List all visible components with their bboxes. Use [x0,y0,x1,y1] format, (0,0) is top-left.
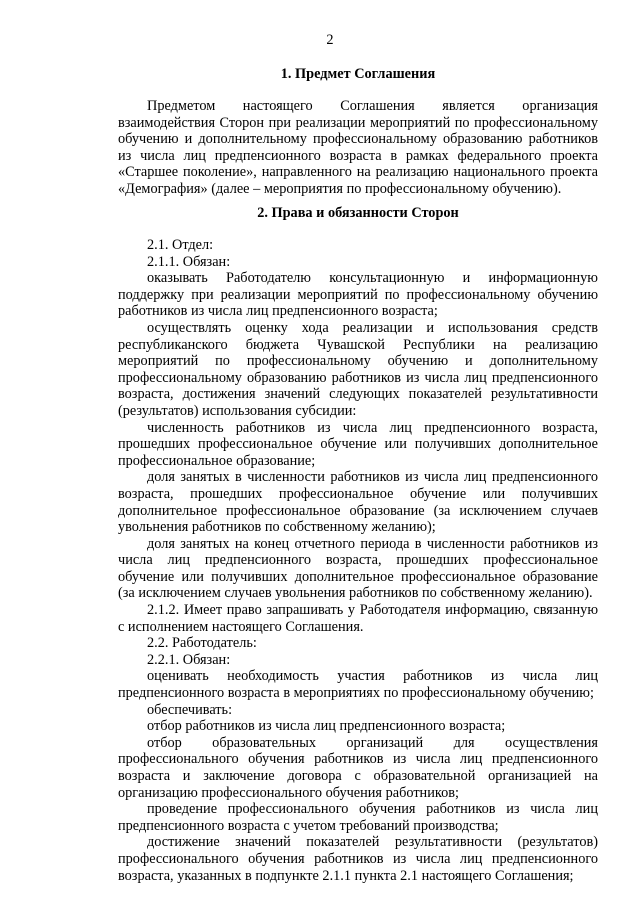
list-item-conduct-training: проведение профессионального обучения работников из числа лиц предпенсионного возраста с учетом требований производства; [118,801,598,834]
clause-2-1-2: 2.1.2. Имеет право запрашивать у Работодателя информацию, связанную с исполнением настоящего Соглашения. [118,602,598,635]
clause-2-2-1: 2.2.1. Обязан: [147,651,231,668]
list-item-assess-need: оценивать необходимость участия работников из числа лиц предпенсионного возраста в мероприятиях по профессиональному обучению; [118,668,598,702]
section-1-body [118,98,598,198]
list-item-ensure: обеспечивать: [147,701,233,718]
section-1-title: 1. Предмет Соглашения [280,66,436,82]
list-item-consulting: оказывать Работодателю консультационную и информационную поддержку при реализации мероприятий по профессиональному обучению работников из числа лиц предпенсионного возраста; [118,270,598,320]
clause-2-1: 2.1. Отдел: [147,237,214,253]
list-item-select-organizations: отбор образовательных организаций для осуществления профессионального обучения работников из числа лиц предпенсионного возраста и заключение договора с образовательной организацией на организацию профессионального обучения работников; [118,734,598,801]
list-item-achieve-indicators: достижение значений показателей результативности (результатов) профессионального обучения работников из числа лиц предпенсионного возраста, указанных в подпункте 2.1.1 пункта 2.1 настоящего Соглашения; [118,834,598,884]
section-2-body [118,237,598,884]
list-item-evaluation: осуществлять оценку хода реализации и использования средств республиканского бюджета Чувашской Республики на реализацию мероприятий по профессиональному обучению и дополнительному профессиональному образованию работников из числа лиц предпенсионного возраста, достижения значений следующих показателей результативности (результатов) использования субсидии: [118,319,598,419]
list-item-select-workers: отбор работников из числа лиц предпенсионного возраста; [147,718,506,735]
clause-2-2: 2.2. Работодатель: [147,635,257,652]
clause-2-1-1: 2.1.1. Обязан: [147,253,231,270]
indicator-share-end-period: доля занятых на конец отчетного периода в численности работников из числа лиц предпенсионного возраста, прошедших профессиональное обучение или получивших дополнительное профессиональное образование (за исключением случаев увольнения работников по собственному желанию). [118,535,598,602]
section-2-title: 2. Права и обязанности Сторон [257,205,459,221]
page-number: 2 [326,32,334,48]
indicator-share-employed: доля занятых в численности работников из числа лиц предпенсионного возраста, прошедших профессиональное обучение или получивших дополнительное профессиональное образование (за исключением случаев увольнения работников по собственному желанию); [118,469,598,536]
section-1-paragraph: Предметом настоящего Соглашения является организация взаимодействия Сторон при реализации мероприятий по профессиональному обучению и дополнительному профессиональному образованию работников из числа лиц предпенсионного возраста в рамках федерального проекта «Старшее поколение», направленного на реализацию национального проекта «Демография» (далее – мероприятия по профессиональному обучению). [118,98,598,197]
indicator-count: численность работников из числа лиц предпенсионного возраста, прошедших профессиональное обучение или получивших дополнительное профессиональное образование; [118,419,598,469]
